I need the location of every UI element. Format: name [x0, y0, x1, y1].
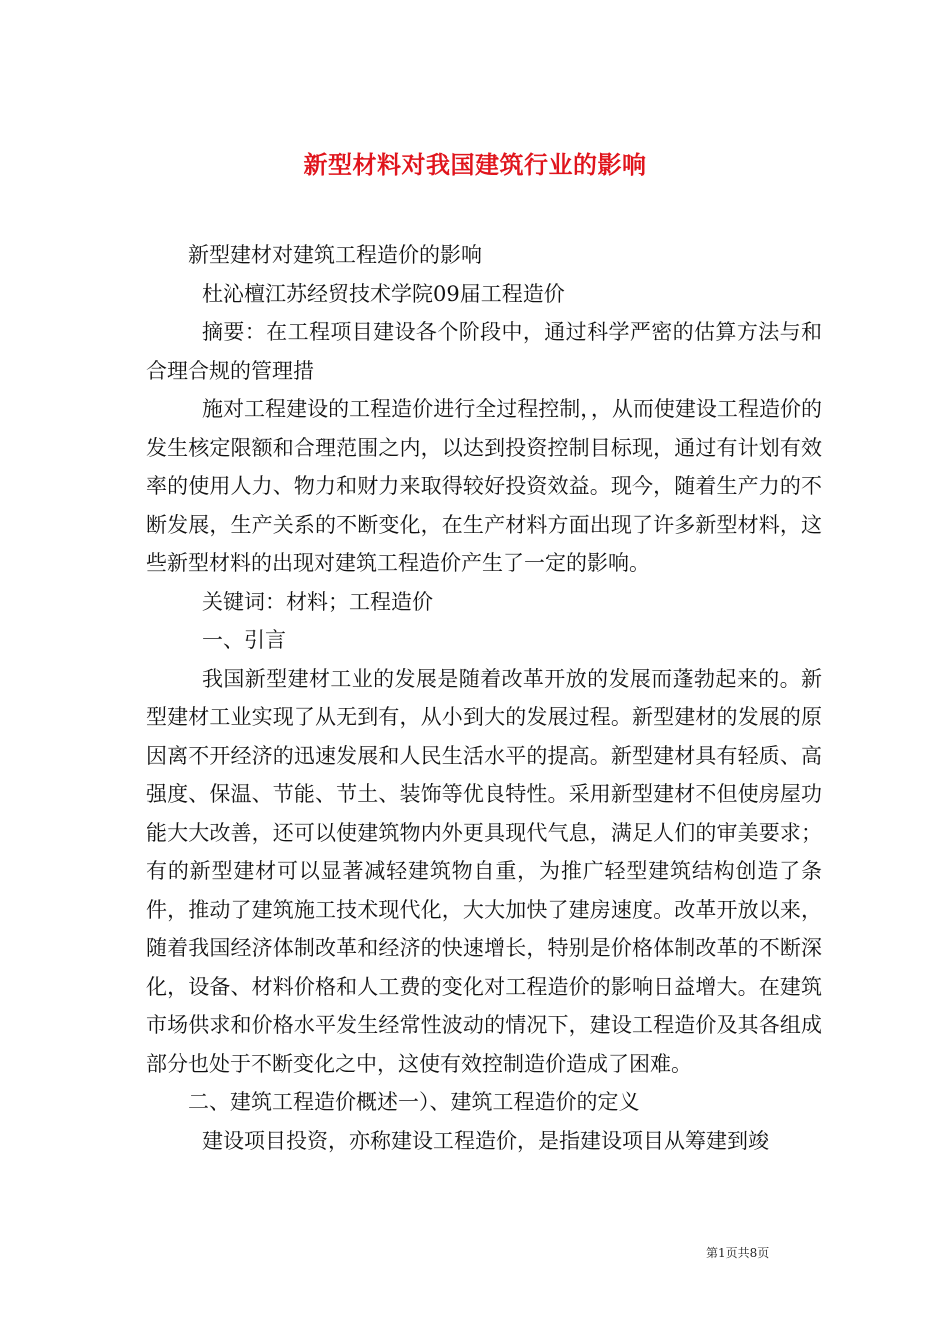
introduction-paragraph: 我国新型建材工业的发展是随着改革开放的发展而蓬勃起来的。新型建材工业实现了从无到有，从小到大的发展过程。新型建材的发展的原因离不开经济的迅速发展和人民生活水平的提高。新型建材具有轻质、高强度、保温、节能、节土、装饰等优良特性。采用新型建材不但使房屋功能大大改善，还可以使建筑物内外更具现代气息，满足人们的审美要求；有的新型建材可以显著减轻建筑物自重，为推广轻型建筑结构创造了条件，推动了建筑施工技术现代化，大大加快了建房速度。改革开放以来，随着我国经济体制改革和经济的快速增长，特别是价格体制改革的不断深化，设备、材料价格和人工费的变化对工程造价的影响日益增大。在建筑市场供求和价格水平发生经常性波动的情况下，建设工程造价及其各组成部分也处于不断变化之中，这使有效控制造价造成了困难。: [146, 666, 822, 1076]
section-heading-overview: 二、建筑工程造价概述一）、建筑工程造价的定义: [188, 1090, 640, 1114]
page-number: 第1页共8页: [706, 1246, 770, 1260]
abstract-continuation-paragraph: 施对工程建设的工程造价进行全过程控制，，从而使建设工程造价的发生核定限额和合理范围之内，以达到投资控制目标现，通过有计划有效率的使用人力、物力和财力来取得较好投资效益。现今，随着生产力的不断发展，生产关系的不断变化，在生产材料方面出现了许多新型材料，这些新型材料的出现对建筑工程造价产生了一定的影响。: [146, 397, 822, 575]
subtitle-paragraph: 新型建材对建筑工程造价的影响: [188, 243, 482, 267]
document-body: [146, 236, 822, 1160]
abstract-paragraph: 摘要：在工程项目建设各个阶段中，通过科学严密的估算方法与和合理合规的管理措: [146, 320, 822, 383]
overview-paragraph: 建设项目投资，亦称建设工程造价，是指建设项目从筹建到竣: [202, 1128, 769, 1153]
author-paragraph: 杜沁檀江苏经贸技术学院09届工程造价: [202, 281, 565, 306]
document-title: 新型材料对我国建筑行业的影响: [303, 150, 647, 180]
section-heading-introduction: 一、引言: [202, 628, 286, 652]
keywords-paragraph: 关键词：材料；工程造价: [202, 589, 433, 614]
